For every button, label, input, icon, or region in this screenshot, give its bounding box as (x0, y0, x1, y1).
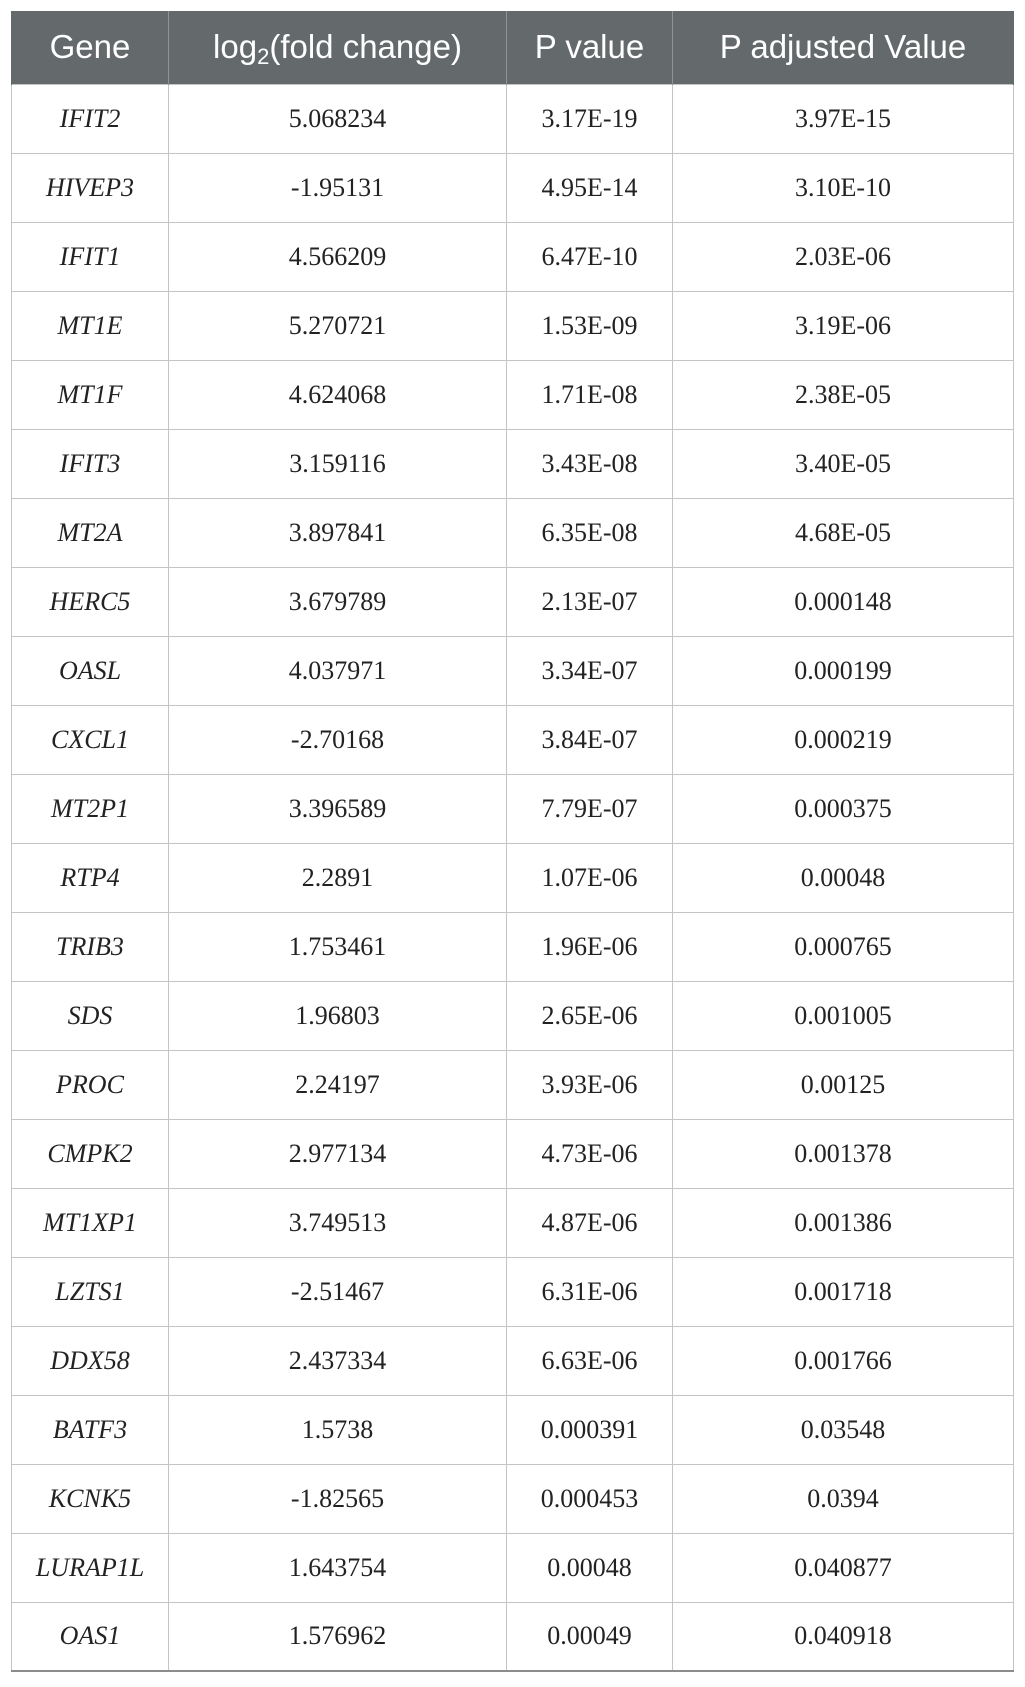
gene-cell: HIVEP3 (12, 153, 169, 222)
log2-fold-change-cell: 1.643754 (169, 1533, 507, 1602)
p-adjusted-value-cell: 3.19E-06 (673, 291, 1014, 360)
log2-fold-change-cell: -1.82565 (169, 1464, 507, 1533)
log2-fold-change-cell: 2.2891 (169, 843, 507, 912)
gene-cell: OASL (12, 636, 169, 705)
table-row (12, 153, 1014, 222)
log2-fold-change-cell: 3.749513 (169, 1188, 507, 1257)
log2-fold-change-cell: 5.068234 (169, 84, 507, 153)
p-value-cell: 2.13E-07 (507, 567, 673, 636)
header-row (12, 11, 1014, 84)
p-adjusted-value-cell: 0.040877 (673, 1533, 1014, 1602)
log2-fold-change-cell: 2.977134 (169, 1119, 507, 1188)
p-value-cell: 0.00048 (507, 1533, 673, 1602)
gene-cell: MT1XP1 (12, 1188, 169, 1257)
p-adjusted-value-cell: 2.38E-05 (673, 360, 1014, 429)
table-row (12, 222, 1014, 291)
table-row (12, 1533, 1014, 1602)
table-row (12, 1188, 1014, 1257)
log2-fold-change-cell: 3.159116 (169, 429, 507, 498)
p-value-cell: 7.79E-07 (507, 774, 673, 843)
gene-cell: IFIT3 (12, 429, 169, 498)
p-value-cell: 3.34E-07 (507, 636, 673, 705)
p-adjusted-value-cell: 2.03E-06 (673, 222, 1014, 291)
header-log-prefix: log (213, 28, 258, 66)
p-adjusted-value-cell: 4.68E-05 (673, 498, 1014, 567)
p-value-cell: 1.71E-08 (507, 360, 673, 429)
gene-cell: IFIT1 (12, 222, 169, 291)
log2-fold-change-cell: -2.70168 (169, 705, 507, 774)
log2-fold-change-cell: 1.753461 (169, 912, 507, 981)
log2-fold-change-cell: 3.396589 (169, 774, 507, 843)
table-row (12, 1257, 1014, 1326)
log2-fold-change-cell: 3.897841 (169, 498, 507, 567)
table-row (12, 1602, 1014, 1671)
gene-cell: RTP4 (12, 843, 169, 912)
gene-cell: BATF3 (12, 1395, 169, 1464)
gene-cell: IFIT2 (12, 84, 169, 153)
p-adjusted-value-cell: 0.000199 (673, 636, 1014, 705)
p-adjusted-value-cell: 0.00125 (673, 1050, 1014, 1119)
log2-fold-change-cell: -2.51467 (169, 1257, 507, 1326)
header-log2-fold-change (169, 11, 507, 84)
log2-fold-change-cell: 1.5738 (169, 1395, 507, 1464)
gene-cell: MT1E (12, 291, 169, 360)
p-value-cell: 1.96E-06 (507, 912, 673, 981)
p-adjusted-value-cell: 0.03548 (673, 1395, 1014, 1464)
log2-fold-change-cell: 1.576962 (169, 1602, 507, 1671)
table-row (12, 567, 1014, 636)
gene-cell: MT2A (12, 498, 169, 567)
gene-cell: KCNK5 (12, 1464, 169, 1533)
p-value-cell: 1.07E-06 (507, 843, 673, 912)
log2-fold-change-cell: 2.24197 (169, 1050, 507, 1119)
gene-cell: LZTS1 (12, 1257, 169, 1326)
p-value-cell: 4.87E-06 (507, 1188, 673, 1257)
table-row (12, 843, 1014, 912)
table-row (12, 1395, 1014, 1464)
p-adjusted-value-cell: 0.040918 (673, 1602, 1014, 1671)
p-adjusted-value-cell: 3.40E-05 (673, 429, 1014, 498)
p-adjusted-value-cell: 0.001005 (673, 981, 1014, 1050)
header-log-subscript: 2 (257, 44, 270, 70)
log2-fold-change-cell: -1.95131 (169, 153, 507, 222)
gene-cell: MT2P1 (12, 774, 169, 843)
table-row (12, 1050, 1014, 1119)
p-adjusted-value-cell: 3.10E-10 (673, 153, 1014, 222)
gene-cell: CXCL1 (12, 705, 169, 774)
table-row (12, 84, 1014, 153)
p-value-cell: 3.93E-06 (507, 1050, 673, 1119)
p-adjusted-value-cell: 0.0394 (673, 1464, 1014, 1533)
p-adjusted-value-cell: 0.001718 (673, 1257, 1014, 1326)
log2-fold-change-cell: 5.270721 (169, 291, 507, 360)
p-value-cell: 3.84E-07 (507, 705, 673, 774)
gene-cell: LURAP1L (12, 1533, 169, 1602)
gene-cell: PROC (12, 1050, 169, 1119)
gene-cell: MT1F (12, 360, 169, 429)
table-row (12, 1464, 1014, 1533)
p-adjusted-value-cell: 0.001378 (673, 1119, 1014, 1188)
table-row (12, 498, 1014, 567)
p-adjusted-value-cell: 0.001766 (673, 1326, 1014, 1395)
p-adjusted-value-cell: 0.000375 (673, 774, 1014, 843)
p-value-cell: 2.65E-06 (507, 981, 673, 1050)
gene-expression-table (11, 11, 1014, 1672)
p-adjusted-value-cell: 0.00048 (673, 843, 1014, 912)
p-value-cell: 6.35E-08 (507, 498, 673, 567)
p-adjusted-value-cell: 3.97E-15 (673, 84, 1014, 153)
log2-fold-change-cell: 4.566209 (169, 222, 507, 291)
p-value-cell: 0.000391 (507, 1395, 673, 1464)
gene-cell: HERC5 (12, 567, 169, 636)
log2-fold-change-cell: 2.437334 (169, 1326, 507, 1395)
p-value-cell: 3.17E-19 (507, 84, 673, 153)
gene-cell: TRIB3 (12, 912, 169, 981)
header-p-value: P value (507, 11, 673, 84)
p-adjusted-value-cell: 0.000219 (673, 705, 1014, 774)
log2-fold-change-cell: 4.037971 (169, 636, 507, 705)
header-log-suffix: (fold change) (269, 28, 462, 66)
table-row (12, 1326, 1014, 1395)
table-row (12, 636, 1014, 705)
header-gene: Gene (12, 11, 169, 84)
header-p-adjusted-value: P adjusted Value (673, 11, 1014, 84)
table-row (12, 360, 1014, 429)
p-value-cell: 0.00049 (507, 1602, 673, 1671)
table-row (12, 1119, 1014, 1188)
table-row (12, 705, 1014, 774)
p-adjusted-value-cell: 0.000765 (673, 912, 1014, 981)
p-value-cell: 6.31E-06 (507, 1257, 673, 1326)
table-header (12, 11, 1014, 84)
p-value-cell: 6.63E-06 (507, 1326, 673, 1395)
log2-fold-change-cell: 1.96803 (169, 981, 507, 1050)
table-row (12, 912, 1014, 981)
table-row (12, 774, 1014, 843)
p-adjusted-value-cell: 0.000148 (673, 567, 1014, 636)
table-body (12, 84, 1014, 1671)
log2-fold-change-cell: 3.679789 (169, 567, 507, 636)
table-row (12, 291, 1014, 360)
p-value-cell: 3.43E-08 (507, 429, 673, 498)
gene-cell: OAS1 (12, 1602, 169, 1671)
table-row (12, 429, 1014, 498)
p-value-cell: 1.53E-09 (507, 291, 673, 360)
gene-cell: DDX58 (12, 1326, 169, 1395)
p-value-cell: 4.95E-14 (507, 153, 673, 222)
table-row (12, 981, 1014, 1050)
log2-fold-change-cell: 4.624068 (169, 360, 507, 429)
p-value-cell: 6.47E-10 (507, 222, 673, 291)
p-value-cell: 0.000453 (507, 1464, 673, 1533)
p-value-cell: 4.73E-06 (507, 1119, 673, 1188)
p-adjusted-value-cell: 0.001386 (673, 1188, 1014, 1257)
gene-cell: CMPK2 (12, 1119, 169, 1188)
gene-cell: SDS (12, 981, 169, 1050)
